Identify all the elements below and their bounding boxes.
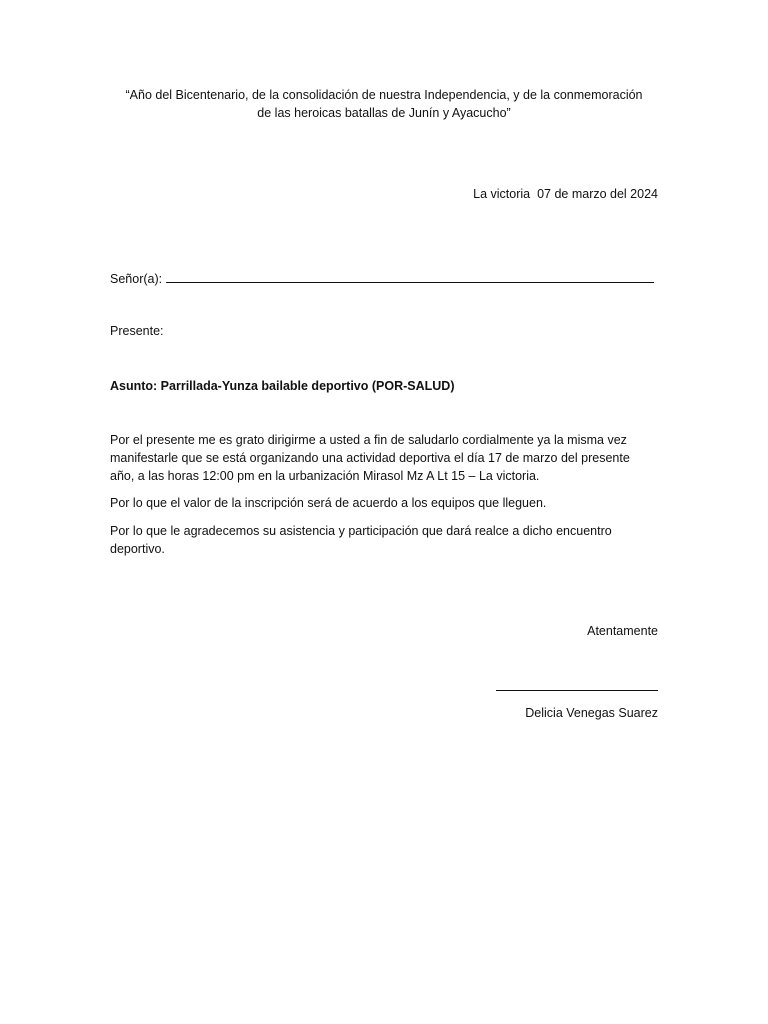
recipient-row (110, 268, 670, 288)
document-heading (100, 86, 668, 122)
heading-line-1: “Año del Bicentenario, de la consolidación de nuestra Independencia, y de la conmemoración (125, 88, 643, 102)
recipient-blank-line (166, 268, 654, 283)
subject-line: Asunto: Parrillada-Yunza bailable deportivo (POR-SALUD) (110, 379, 455, 393)
recipient-label: Señor(a): (110, 272, 163, 286)
presente-label: Presente: (110, 324, 164, 338)
heading-line-2: de las heroicas batallas de Junín y Ayacucho” (257, 106, 511, 120)
signature-name: Delicia Venegas Suarez (525, 706, 658, 720)
body-paragraph-3: Por lo que le agradecemos su asistencia y participación que dará realce a dicho encuentro deportivo. (110, 524, 612, 556)
closing-salutation: Atentamente (587, 624, 658, 638)
body-paragraph-1: Por el presente me es grato dirigirme a usted a fin de saludarlo cordialmente ya la misma vez manifestarle que se está organizando una actividad deportiva el día 17 de marzo del presente año, a las horas 12:00 pm en la urbanización Mirasol Mz A Lt 15 – La victoria. (110, 433, 630, 483)
letter-date: La victoria 07 de marzo del 2024 (473, 187, 658, 201)
signature-line (496, 690, 658, 691)
body-paragraph-2: Por lo que el valor de la inscripción será de acuerdo a los equipos que lleguen. (110, 496, 547, 510)
